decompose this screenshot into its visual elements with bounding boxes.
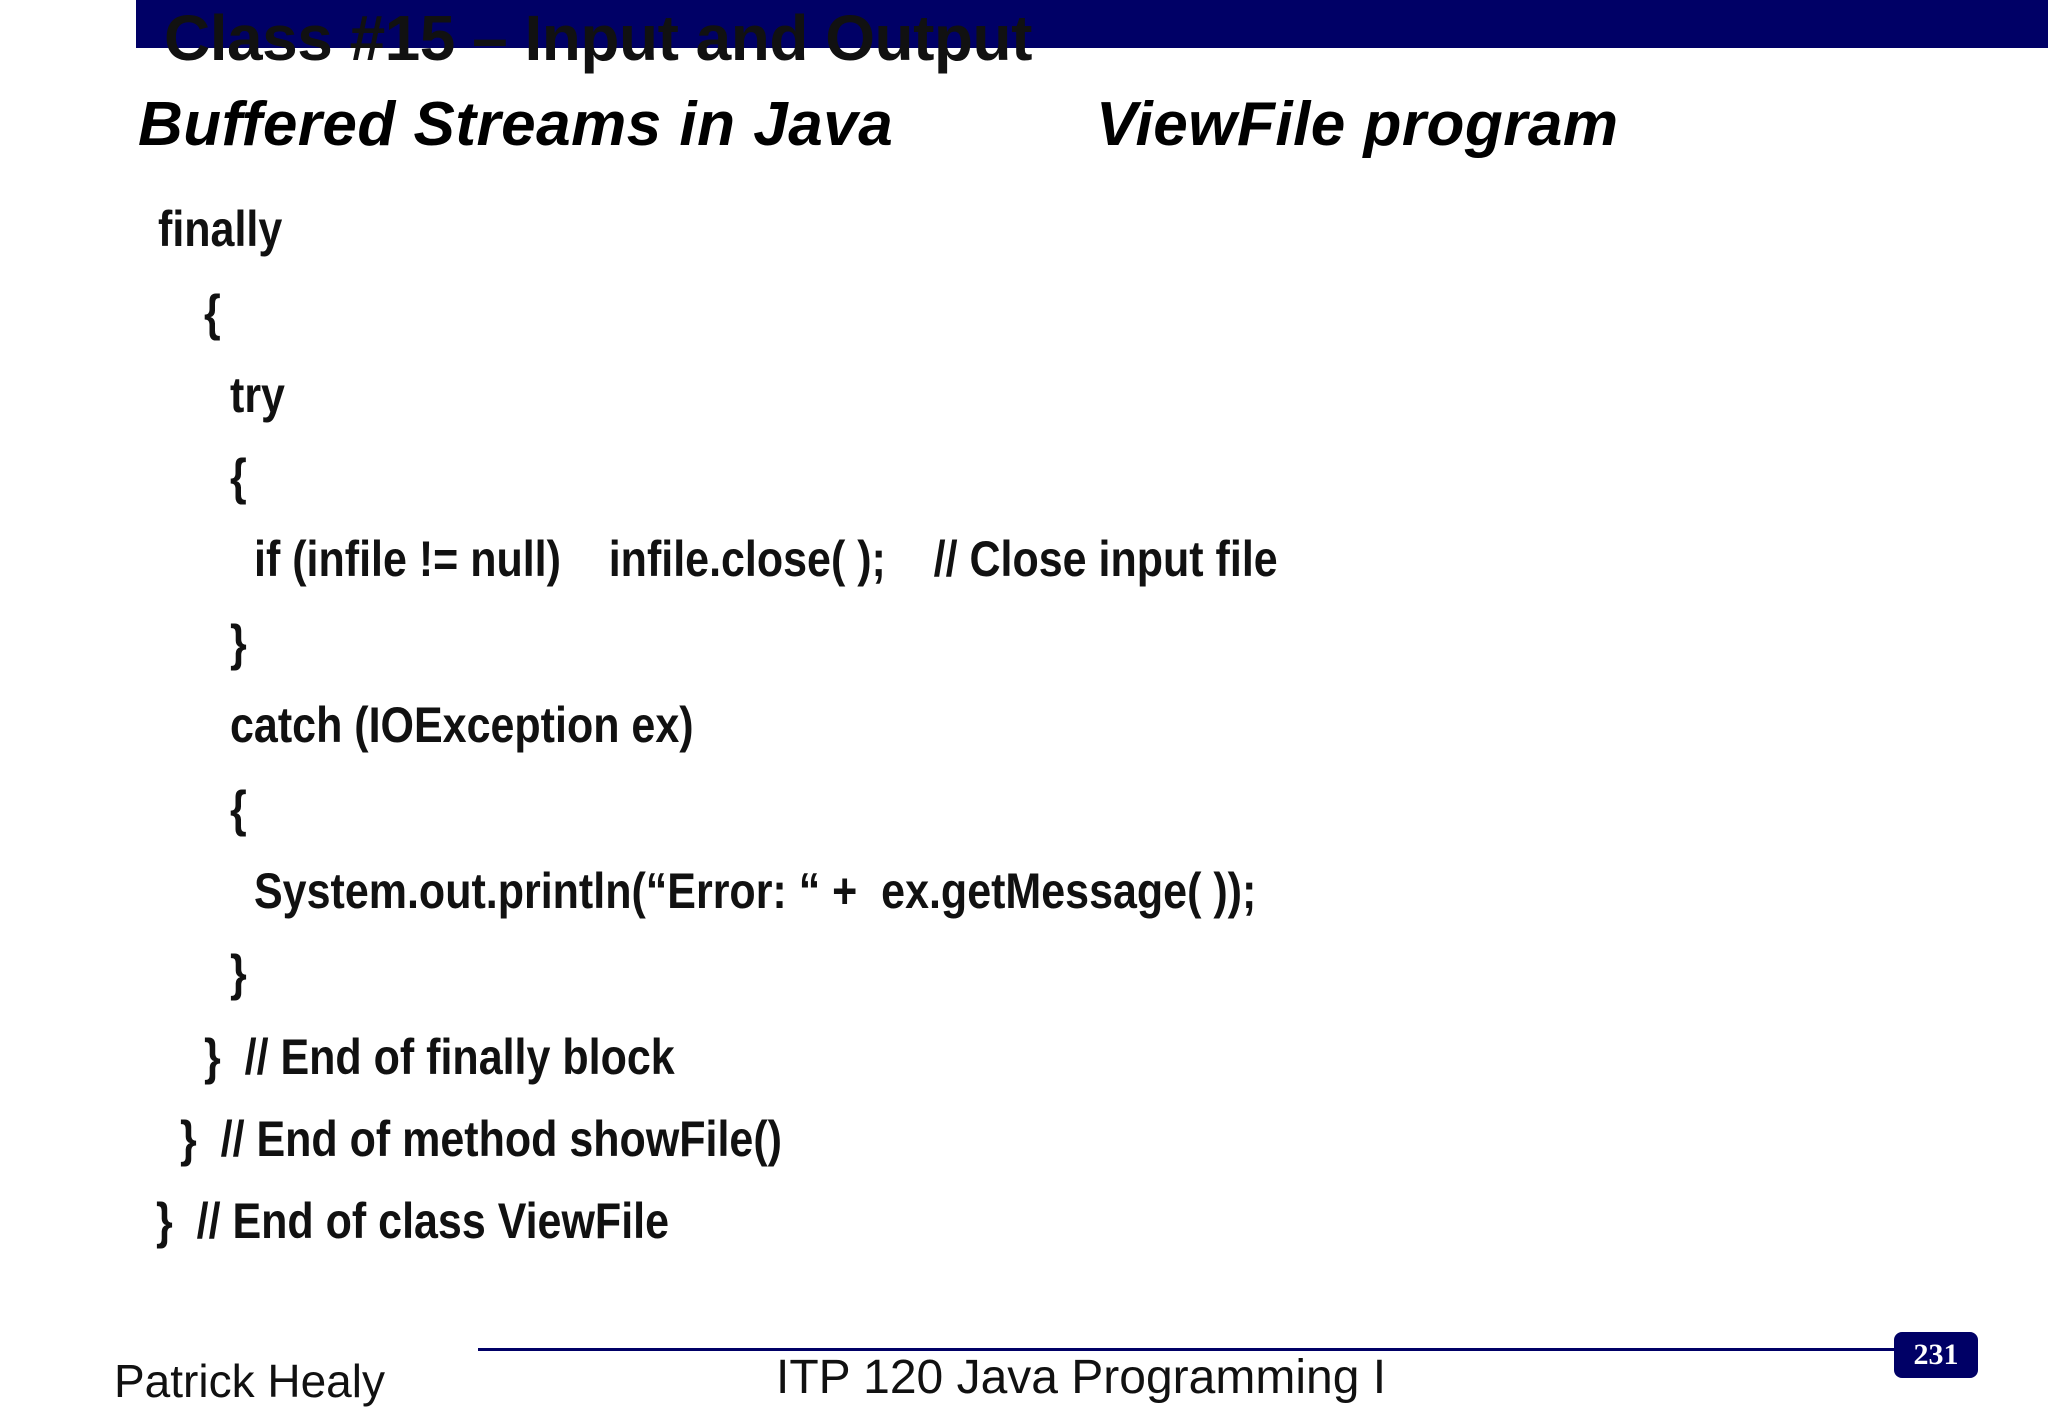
footer-author: Patrick Healy [114,1355,385,1407]
code-line-6: } [230,615,247,671]
code-line-8: { [230,781,247,837]
code-line-4: { [230,449,247,505]
code-line-3: try [230,367,285,423]
code-line-5: if (infile != null) infile.close( ); // Close input file [254,531,1278,587]
class-title: Class #15 – Input and Output [164,2,1032,74]
code-line-10: } [230,945,247,1001]
code-line-11: } // End of finally block [204,1029,675,1085]
slide-subtitle-topic: Buffered Streams in Java [138,90,894,159]
code-line-13: } // End of class ViewFile [156,1193,670,1249]
footer-course: ITP 120 Java Programming I [776,1351,1387,1404]
slide-subtitle-program: ViewFile program [1096,90,1619,159]
code-line-1: finally [158,201,283,257]
code-line-12: } // End of method showFile() [180,1111,782,1167]
page-number-badge: 231 [1894,1332,1978,1378]
code-line-7: catch (IOException ex) [230,697,694,753]
code-line-9: System.out.println(“Error: “ + ex.getMessage( )); [254,863,1257,919]
code-line-2: { [204,285,221,341]
